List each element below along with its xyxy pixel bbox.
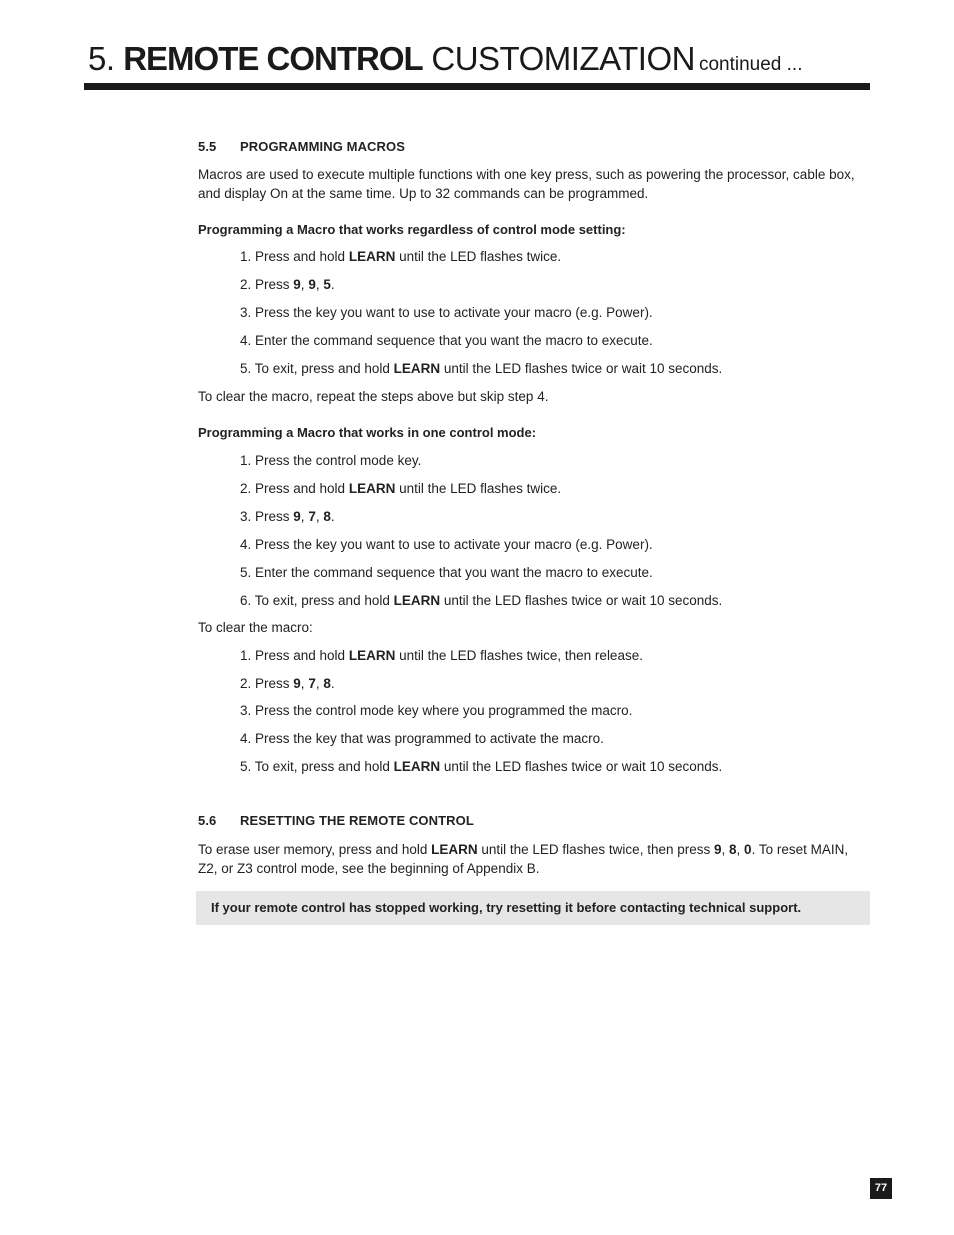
section-number: 5.5 [198,139,217,154]
clear-one-mode-intro: To clear the macro: [198,620,313,635]
subheading-any-mode: Programming a Macro that works regardless of control mode setting: [198,222,626,237]
continued-label: continued ... [698,54,803,75]
clear-step-3: 3. Press the control mode key where you programmed the macro. [240,703,633,718]
chapter-number: 5. [88,40,115,77]
step-any-mode-1: 1. Press and hold LEARN until the LED flashes twice. [240,249,562,264]
section-heading-5-5 [198,138,870,156]
section-heading-5-6 [198,812,870,830]
step-any-mode-3: 3. Press the key you want to use to activate your macro (e.g. Power). [240,305,653,320]
clear-step-5: 5. To exit, press and hold LEARN until the LED flashes twice or wait 10 seconds. [240,759,723,774]
support-note: If your remote control has stopped working, try resetting it before contacting technical support. [196,891,870,925]
clear-step-2: 2. Press 9, 7, 8. [240,676,335,691]
page-content [198,138,870,878]
section-title: PROGRAMMING MACROS [240,139,406,154]
bold-keyword: 5 [323,277,331,292]
bold-keyword: 7 [308,509,316,524]
bold-keyword: LEARN [393,361,441,376]
bold-keyword: 9 [293,509,301,524]
chapter-title [88,42,803,82]
reset-instructions: To erase user memory, press and hold LEARN until the LED flashes twice, then press 9, 8, 0. To reset MAIN, Z2, or Z3 control mode, see the beginning of Appendix B. [198,842,849,876]
step-any-mode-4: 4. Enter the command sequence that you want the macro to execute. [240,333,653,348]
bold-keyword: LEARN [348,481,396,496]
step-any-mode-2: 2. Press 9, 9, 5. [240,277,335,292]
clear-step-4: 4. Press the key that was programmed to activate the macro. [240,731,604,746]
subheading-one-mode: Programming a Macro that works in one control mode: [198,425,537,440]
clear-any-mode-text: To clear the macro, repeat the steps above but skip step 4. [198,389,549,404]
page-number: 77 [870,1178,892,1199]
chapter-title-bold: REMOTE CONTROL [123,40,423,77]
bold-keyword: 7 [308,676,316,691]
bold-keyword: LEARN [348,648,396,663]
bold-keyword: 9 [713,842,722,857]
step-one-mode-3: 3. Press 9, 7, 8. [240,509,335,524]
section-number: 5.6 [198,813,217,828]
bold-keyword: 9 [293,676,301,691]
macros-intro: Macros are used to execute multiple functions with one key press, such as powering the processor, cable box, and display On at the same time. Up to 32 commands can be programmed. [198,167,855,201]
section-title: RESETTING THE REMOTE CONTROL [240,813,474,828]
step-any-mode-5: 5. To exit, press and hold LEARN until the LED flashes twice or wait 10 seconds. [240,361,723,376]
steps-one-mode [198,451,870,610]
step-one-mode-1: 1. Press the control mode key. [240,453,422,468]
step-one-mode-4: 4. Press the key you want to use to activate your macro (e.g. Power). [240,537,653,552]
step-one-mode-5: 5. Enter the command sequence that you want the macro to execute. [240,565,653,580]
bold-keyword: 9 [308,277,316,292]
bold-keyword: 8 [729,842,737,857]
clear-step-1: 1. Press and hold LEARN until the LED flashes twice, then release. [240,648,643,663]
bold-keyword: 9 [293,277,301,292]
bold-keyword: 8 [323,509,331,524]
bold-keyword: LEARN [393,759,441,774]
bold-keyword: 8 [323,676,331,691]
bold-keyword: 0 [744,842,752,857]
step-one-mode-2: 2. Press and hold LEARN until the LED flashes twice. [240,481,562,496]
bold-keyword: LEARN [348,249,396,264]
page-header [84,40,870,90]
bold-keyword: LEARN [431,842,478,857]
chapter-title-rest: CUSTOMIZATION [431,40,695,77]
steps-clear-one-mode [198,646,870,776]
steps-any-mode [198,247,870,378]
bold-keyword: LEARN [393,593,441,608]
step-one-mode-6: 6. To exit, press and hold LEARN until the LED flashes twice or wait 10 seconds. [240,593,723,608]
